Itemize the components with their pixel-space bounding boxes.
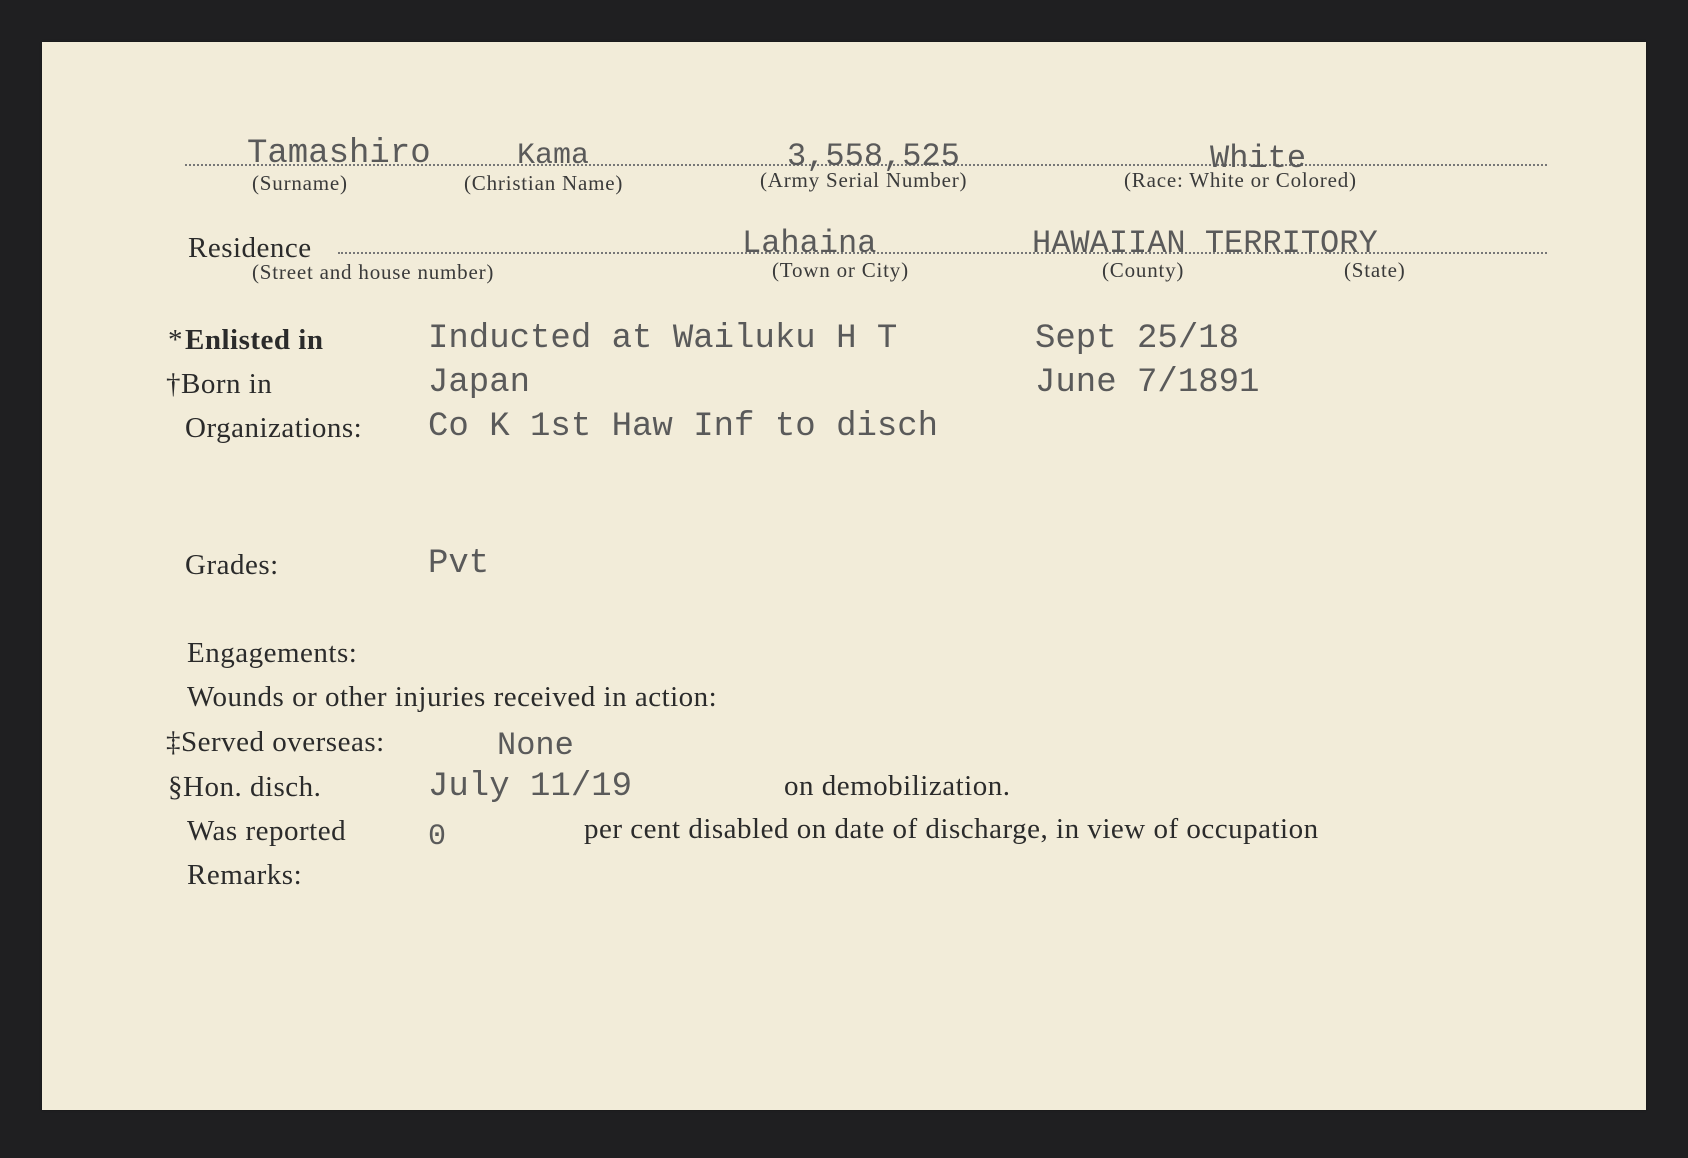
race-caption: (Race: White or Colored) [1124, 168, 1357, 192]
enlisted-date: Sept 25/18 [1035, 320, 1240, 358]
enlisted-mark: * [168, 324, 183, 356]
organizations-value: Co K 1st Haw Inf to disch [428, 408, 939, 446]
record-card [42, 42, 1646, 1110]
discharge-label: §Hon. disch. [168, 771, 322, 803]
christian-name-caption: (Christian Name) [464, 171, 624, 195]
residence-label: Residence [188, 232, 312, 264]
town-value: Lahaina [742, 225, 877, 262]
reported-value: 0 [428, 820, 447, 854]
grades-label: Grades: [185, 549, 279, 581]
serial-number-value: 3,558,525 [787, 138, 960, 175]
overseas-label: ‡Served overseas: [166, 726, 385, 758]
enlisted-label: Enlisted in [185, 324, 324, 356]
state-caption: (State) [1344, 258, 1406, 282]
wounds-label: Wounds or other injuries received in action: [187, 681, 718, 713]
surname-value: Tamashiro [247, 135, 431, 173]
serial-number-caption: (Army Serial Number) [760, 168, 968, 192]
engagements-label: Engagements: [187, 637, 358, 669]
born-label: †Born in [166, 368, 273, 400]
race-value: White [1210, 140, 1307, 177]
reported-suffix: per cent disabled on date of discharge, in view of occupation [584, 813, 1319, 845]
discharge-suffix: on demobilization. [784, 770, 1011, 802]
grades-value: Pvt [428, 545, 490, 583]
county-value: HAWAIIAN TERRITORY [1032, 225, 1378, 262]
remarks-label: Remarks: [187, 859, 303, 891]
christian-name-value: Kama [517, 139, 590, 173]
organizations-label: Organizations: [185, 412, 363, 444]
town-caption: (Town or City) [772, 258, 909, 282]
reported-label: Was reported [187, 815, 347, 847]
surname-caption: (Surname) [252, 171, 348, 195]
street-caption: (Street and house number) [252, 260, 495, 284]
enlisted-value: Inducted at Wailuku H T [428, 320, 898, 358]
overseas-value: None [497, 727, 574, 764]
county-caption: (County) [1102, 258, 1185, 282]
discharge-value: July 11/19 [428, 768, 633, 806]
born-value: Japan [428, 364, 531, 402]
born-date: June 7/1891 [1035, 364, 1260, 402]
